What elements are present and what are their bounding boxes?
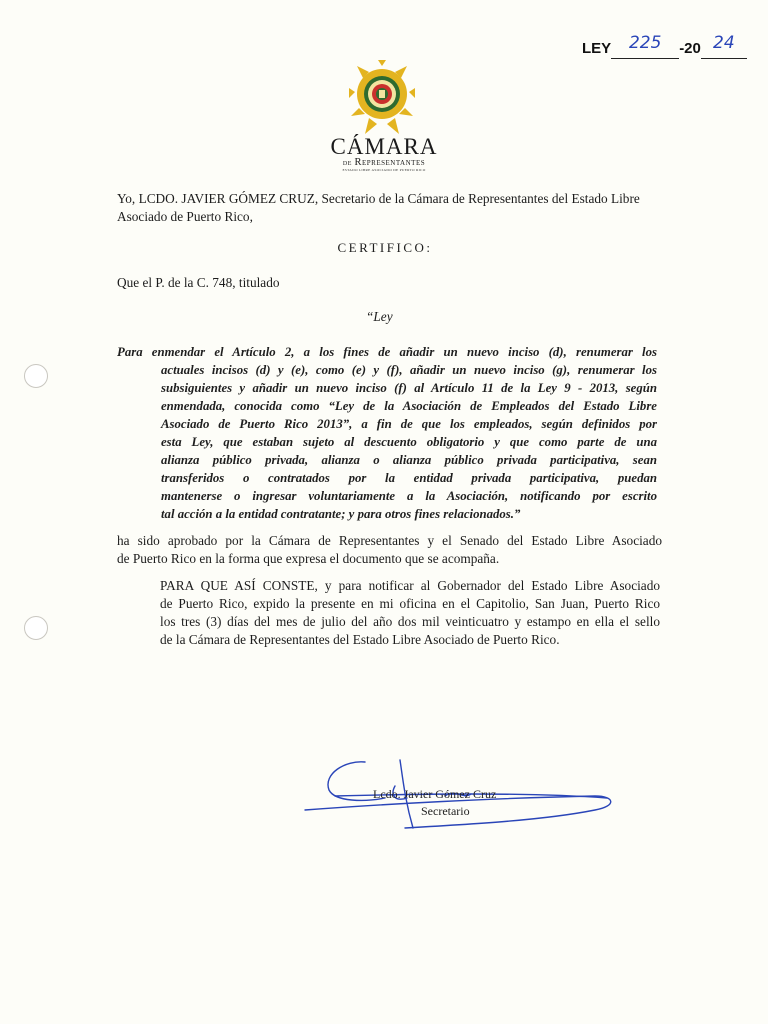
bill-title-line: subsiguientes y añadir un nuevo inciso (f) al Artículo 11 de la Ley 9 - 2013, según [161,381,657,395]
bill-title-line: transferidos o contratados por la entidad privada participativa, puedan [161,471,657,485]
chamber-seal-icon [349,58,415,138]
approval-line: ha sido aprobado por la Cámara de Representantes y el Senado del Estado Libre Asociado [117,533,662,548]
chamber-subtitle [300,157,468,168]
year-suffix-value: 24 [713,33,735,53]
bill-title-line: alianza público privada, alianza o alianza público privada participativa, sean [161,453,657,467]
bill-title-line: mantenerse o ingresar voluntariamente a la Asociación, notificando por escrito [161,489,657,503]
chamber-motto: ESTADO LIBRE ASOCIADO DE PUERTO RICO [342,168,426,172]
chamber-title: CÁMARA [330,134,438,159]
bill-title [117,343,657,523]
bill-title-line: actuales incisos (d) y (e), como (e) y (f), añadir un nuevo inciso (g), renumerar los [161,363,657,377]
ley-label: “Ley [366,309,393,324]
signatory-title: Secretario [421,804,470,818]
year-prefix: -20 [679,40,701,57]
bill-title-line: Para enmendar el Artículo 2, a los fines de añadir un nuevo inciso (d), renumerar los [117,345,657,359]
bill-title-line: tal acción a la entidad contratante; y para otros fines relacionados.” [161,507,521,521]
closing-line: de Puerto Rico, expido la presente en mi oficina en el Capitolio, San Juan, Puerto Rico [160,596,660,611]
closing-paragraph [160,577,660,649]
chamber-subtitle-prefix: de [342,157,352,167]
law-number-field [611,33,679,59]
bill-reference: Que el P. de la C. 748, titulado [117,275,280,290]
law-number-value: 225 [628,33,662,53]
law-number [582,33,747,59]
certifico-heading: CERTIFICO: [337,240,433,255]
punch-hole [24,616,48,640]
law-label: LEY [582,40,612,57]
bill-title-line: enmendada, conocida como “Ley de la Asociación de Empleados del Estado Libre [161,399,657,413]
year-field [701,33,747,59]
bill-title-line: Asociado de Puerto Rico 2013”, a fin de que los empleados, según definidos por [161,417,657,431]
certificate-intro: Yo, LCDO. JAVIER GÓMEZ CRUZ, Secretario de la Cámara de Representantes del Estado Libre Asociado de Puerto Rico, [117,191,640,224]
punch-hole [24,364,48,388]
chamber-subtitle-text: Representantes [354,157,426,168]
closing-line: los tres (3) días del mes de julio del año dos mil veinticuatro y estampo en ella el sello [160,614,660,629]
approval-line: de Puerto Rico en la forma que expresa el documento que se acompaña. [117,551,500,566]
bill-title-line: esta Ley, que estaban sujeto al descuento obligatorio y que como parte de una [161,435,657,449]
closing-line: PARA QUE ASÍ CONSTE, y para notificar al Gobernador del Estado Libre Asociado [160,578,660,593]
signatory-name: Lcdo. Javier Gómez Cruz [373,787,497,801]
approval-paragraph [117,532,662,568]
closing-line: de la Cámara de Representantes del Estado Libre Asociado de Puerto Rico. [160,632,560,647]
